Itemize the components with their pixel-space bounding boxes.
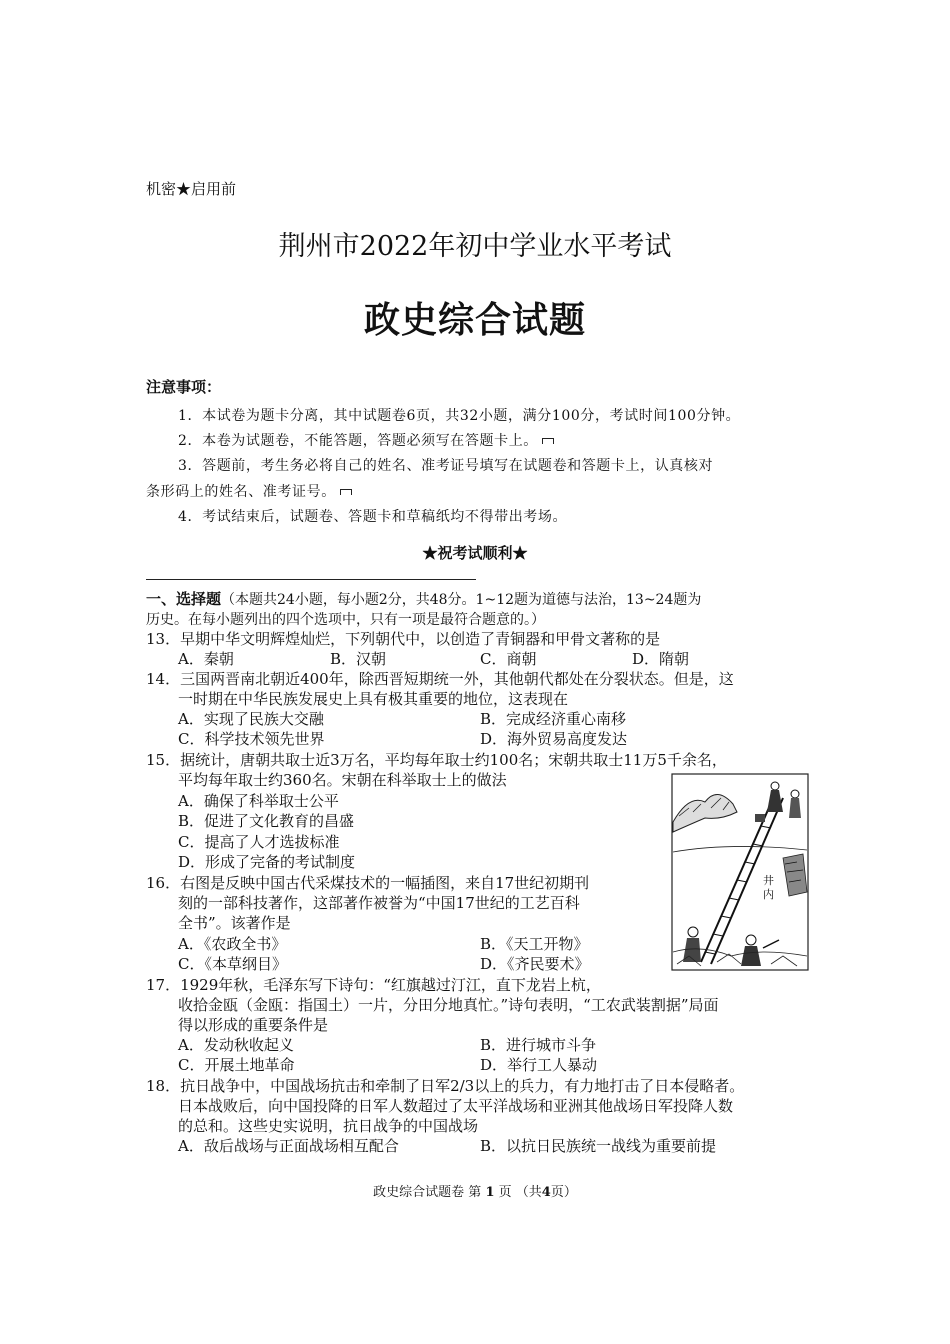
- question-15-option-d: D．形成了完备的考试制度: [178, 853, 356, 871]
- question-16-stem-cont: 全书”。该著作是: [178, 914, 291, 932]
- question-18-stem-cont: 的总和。这些史实说明，抗日战争的中国战场: [178, 1117, 479, 1135]
- shaft-label-2: 内: [763, 888, 774, 901]
- section-header: 一、选择题（本题共24小题，每小题2分，共48分。1~12题为道德与法治，13~24题为: [146, 590, 702, 608]
- question-14-option-b: B．完成经济重心南移: [480, 710, 627, 728]
- page-footer: 政史综合试题卷 第 1 页 （共4页）: [373, 1185, 577, 1200]
- question-14-stem: 14．三国两晋南北朝近400年，除西晋短期统一外，其他朝代都处在分裂状态。但是，这: [146, 670, 734, 688]
- question-18-stem: 18．抗日战争中，中国战场抗击和牵制了日军2/3以上的兵力，有力地打击了日本侵略者。: [146, 1077, 745, 1095]
- mark-icon: [542, 438, 554, 444]
- question-13-option-c: C．商朝: [480, 650, 537, 668]
- question-13-option-d: D．隋朝: [632, 650, 690, 668]
- question-17-option-c: C．开展土地革命: [178, 1056, 295, 1074]
- confidential-mark: 机密★启用前: [146, 180, 237, 198]
- section-label: 一、选择题: [146, 590, 222, 608]
- question-16-option-a: A．《农政全书》: [178, 935, 287, 953]
- question-17-option-b: B．进行城市斗争: [480, 1036, 597, 1054]
- exam-title: 荆州市2022年初中学业水平考试: [278, 231, 672, 262]
- exam-subtitle: 政史综合试题: [363, 300, 586, 341]
- notice-line: 3．答题前，考生务必将自己的姓名、准考证号填写在试题卷和答题卡上，认真核对: [178, 458, 714, 474]
- section-desc: 历史。在每小题列出的四个选项中，只有一项是最符合题意的。）: [146, 612, 545, 628]
- question-17-option-a: A．发动秋收起义: [178, 1036, 294, 1054]
- question-15-option-c: C．提高了人才选拔标准: [178, 833, 340, 851]
- shaft-label-1: 井: [763, 874, 774, 887]
- question-15-stem: 15．据统计，唐朝共取士近3万名，平均每年取士约100名；宋朝共取士11万5千余名，: [146, 751, 727, 769]
- question-17-stem: 17．1929年秋，毛泽东写下诗句：“红旗越过汀江，直下龙岩上杭，: [146, 976, 601, 994]
- question-13-stem: 13．早期中华文明辉煌灿烂，下列朝代中，以创造了青铜器和甲骨文著称的是: [146, 630, 661, 648]
- question-15-option-a: A．确保了科举取士公平: [178, 792, 339, 810]
- question-15-stem-cont: 平均每年取士约360名。宋朝在科举取士上的做法: [178, 771, 507, 789]
- question-14-option-d: D．海外贸易高度发达: [480, 730, 628, 748]
- question-16-option-c: C．《本草纲目》: [178, 955, 287, 973]
- notice-line: 1．本试卷为题卡分离，其中试题卷6页，共32小题，满分100分，考试时间100分钟。: [178, 408, 741, 424]
- question-16-option-d: D．《齐民要术》: [480, 955, 590, 973]
- mark-icon: [340, 489, 352, 495]
- question-13-option-a: A．秦朝: [178, 650, 234, 668]
- good-luck-banner: ★祝考试顺利★: [422, 544, 528, 562]
- notice-line: 条形码上的姓名、准考证号。: [146, 481, 352, 501]
- question-15-option-b: B．促进了文化教育的昌盛: [178, 812, 355, 830]
- question-14-option-c: C．科学技术领先世界: [178, 730, 325, 748]
- question-14-stem-cont: 一时期在中华民族发展史上具有极其重要的地位，这表现在: [178, 690, 569, 708]
- question-18-option-a: A．敌后战场与正面战场相互配合: [178, 1137, 399, 1155]
- question-17-stem-cont: 收拾金瓯（金瓯：指国土）一片，分田分地真忙。”诗句表明，“工农武装割据”局面: [178, 996, 719, 1014]
- coal-mining-illustration: [671, 772, 809, 972]
- notice-line: 4．考试结束后，试题卷、答题卡和草稿纸均不得带出考场。: [178, 509, 568, 525]
- notice-heading: 注意事项：: [146, 378, 222, 396]
- question-16-stem: 16．右图是反映中国古代采煤技术的一幅插图，来自17世纪初期刊: [146, 874, 590, 892]
- page-number: 1: [485, 1185, 495, 1200]
- divider: [146, 579, 476, 580]
- question-13-option-b: B．汉朝: [330, 650, 387, 668]
- question-16-stem-cont: 刻的一部科技著作，这部著作被誉为“中国17世纪的工艺百科: [178, 894, 580, 912]
- question-17-stem-cont: 得以形成的重要条件是: [178, 1016, 329, 1034]
- question-14-option-a: A．实现了民族大交融: [178, 710, 324, 728]
- question-18-option-b: B．以抗日民族统一战线为重要前提: [480, 1137, 717, 1155]
- question-17-option-d: D．举行工人暴动: [480, 1056, 598, 1074]
- page-total: 4: [541, 1185, 551, 1200]
- question-18-stem-cont: 日本战败后，向中国投降的日军人数超过了太平洋战场和亚洲其他战场日军投降人数: [178, 1097, 734, 1115]
- notice-line: 2．本卷为试题卷，不能答题，答题必须写在答题卡上。: [178, 430, 554, 450]
- question-16-option-b: B．《天工开物》: [480, 935, 589, 953]
